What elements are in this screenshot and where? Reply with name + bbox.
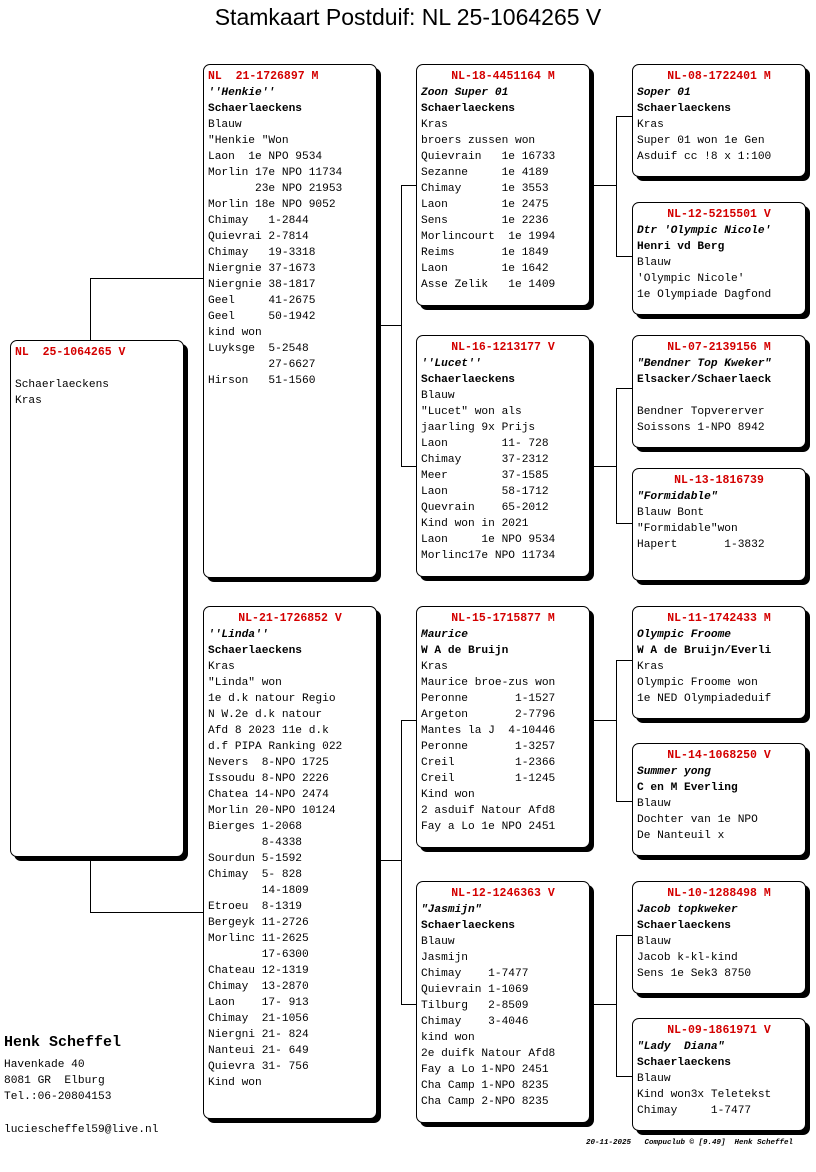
card-line: Creil 1-1245	[421, 773, 556, 785]
pigeon-card-mother-father	[416, 606, 590, 848]
ring-number: NL-08-1722401 M	[667, 70, 771, 83]
card-line: Soissons 1-NPO 8942	[637, 422, 765, 434]
card-line: 2 asduif Natour Afd8	[421, 805, 556, 817]
pigeon-name: Maurice	[421, 629, 468, 641]
card-line: Laon 1e NPO 9534	[421, 534, 556, 546]
card-line: 'Olympic Nicole'	[637, 273, 745, 285]
pigeon-card-father-mother	[416, 335, 590, 577]
card-line: Kras	[421, 119, 448, 131]
card-line: Blauw	[421, 390, 455, 402]
breeder-name: Elsacker/Schaerlaeck	[637, 374, 772, 386]
card-line: Blauw Bont	[637, 507, 705, 519]
pigeon-card-mother-mother	[416, 881, 590, 1123]
card-line: Bierges 1-2068	[208, 821, 302, 833]
breeder-name: Schaerlaeckens	[637, 1057, 731, 1069]
pigeon-card-ffm	[632, 202, 806, 315]
card-line: Kras	[421, 661, 448, 673]
connector-line	[377, 325, 402, 326]
pigeon-card-subject	[10, 340, 184, 857]
card-line	[15, 361, 179, 377]
card-line: Chimay 19-3318	[208, 247, 316, 259]
pigeon-name: "Bendner Top Kweker"	[637, 358, 772, 370]
connector-line	[590, 720, 617, 721]
pigeon-name: "Jasmijn"	[421, 904, 482, 916]
breeder-name: C en M Everling	[637, 782, 738, 794]
card-lines	[421, 659, 585, 835]
card-line: Hapert 1-3832	[637, 539, 765, 551]
card-line: Niergni 21- 824	[208, 1029, 309, 1041]
card-line: "Linda" won	[208, 677, 282, 689]
connector-line	[616, 801, 632, 802]
card-line: Quievrai 2-7814	[208, 231, 309, 243]
breeder-name: Schaerlaeckens	[421, 920, 515, 932]
card-line: Peronne 1-1527	[421, 693, 556, 705]
ring-number: NL-13-1816739	[674, 474, 764, 487]
card-line: Sens 1e Sek3 8750	[637, 968, 752, 980]
card-line: Olympic Froome won	[637, 677, 758, 689]
ring-number: NL-18-4451164 M	[451, 70, 555, 83]
card-line: Morlinc 11-2625	[208, 933, 309, 945]
card-line: Niergnie 38-1817	[208, 279, 316, 291]
breeder-name: W A de Bruijn	[421, 645, 509, 657]
connector-line	[616, 660, 617, 802]
card-line: Quevrain 65-2012	[421, 502, 549, 514]
owner-email: luciescheffel59@live.nl	[4, 1124, 159, 1136]
card-line: Asse Zelik 1e 1409	[421, 279, 556, 291]
connector-line	[590, 185, 617, 186]
card-line: Meer 37-1585	[421, 470, 549, 482]
card-line: 17-6300	[208, 949, 309, 961]
card-line: Morlin 18e NPO 9052	[208, 199, 336, 211]
card-line: 8-4338	[208, 837, 302, 849]
ring-number: NL-12-1246363 V	[451, 887, 555, 900]
connector-line	[616, 660, 632, 661]
card-line: kind won	[421, 1032, 475, 1044]
ring-number: NL-09-1861971 V	[667, 1024, 771, 1037]
card-lines	[637, 505, 801, 553]
card-line: Geel 41-2675	[208, 295, 316, 307]
connector-line	[616, 256, 632, 257]
ring-number: NL-15-1715877 M	[451, 612, 555, 625]
card-line: De Nanteuil x	[637, 830, 725, 842]
owner-city: 8081 GR Elburg	[4, 1075, 105, 1087]
card-line: Sens 1e 2236	[421, 215, 549, 227]
breeder-name: Schaerlaeckens	[208, 103, 302, 115]
card-line: Laon 11- 728	[421, 438, 549, 450]
card-line: Chatea 14-NPO 2474	[208, 789, 329, 801]
card-line: Schaerlaeckens	[15, 379, 109, 391]
card-line: Nanteui 21- 649	[208, 1045, 309, 1057]
card-lines	[208, 117, 372, 389]
card-line: Argeton 2-7796	[421, 709, 556, 721]
pigeon-name: Jacob topkweker	[637, 904, 738, 916]
card-lines	[421, 934, 585, 1110]
card-line: Cha Camp 2-NPO 8235	[421, 1096, 549, 1108]
pigeon-card-fff	[632, 64, 806, 177]
pigeon-name: ''Linda''	[208, 629, 269, 641]
card-line: N W.2e d.k natour	[208, 709, 323, 721]
breeder-name: Schaerlaeckens	[637, 103, 731, 115]
breeder-name: Schaerlaeckens	[208, 645, 302, 657]
pigeon-card-mother	[203, 606, 377, 1119]
card-line: Reims 1e 1849	[421, 247, 549, 259]
card-line: Sourdun 5-1592	[208, 853, 302, 865]
connector-line	[401, 185, 402, 467]
card-line: Blauw	[637, 936, 671, 948]
card-lines	[637, 934, 801, 982]
card-line: Fay a Lo 1-NPO 2451	[421, 1064, 549, 1076]
connector-line	[616, 523, 632, 524]
card-lines	[637, 659, 801, 707]
card-line: Super 01 won 1e Gen	[637, 135, 765, 147]
card-line: Kind won in 2021	[421, 518, 529, 530]
breeder-name: Schaerlaeckens	[637, 920, 731, 932]
owner-name: Henk Scheffel	[4, 1034, 122, 1051]
ring-number: NL-16-1213177 V	[451, 341, 555, 354]
card-line: jaarling 9x Prijs	[421, 422, 536, 434]
card-line: Laon 1e 2475	[421, 199, 549, 211]
card-line: 1e Olympiade Dagfond	[637, 289, 772, 301]
owner-phone: Tel.:06-20804153	[4, 1091, 112, 1103]
pigeon-name: Summer yong	[637, 766, 711, 778]
pigeon-name: ''Henkie''	[208, 87, 276, 99]
page-title: Stamkaart Postduif: NL 25-1064265 V	[214, 4, 602, 30]
card-line: Blauw	[637, 1073, 671, 1085]
card-line: Kind won	[421, 789, 475, 801]
card-line: Chimay 3-4046	[421, 1016, 529, 1028]
card-line: Luyksge 5-2548	[208, 343, 309, 355]
ring-number: NL-10-1288498 M	[667, 887, 771, 900]
card-line: "Lucet" won als	[421, 406, 522, 418]
card-line: Fay a Lo 1e NPO 2451	[421, 821, 556, 833]
pigeon-name: Zoon Super 01	[421, 87, 509, 99]
pigeon-card-father-father	[416, 64, 590, 306]
pigeon-name: Soper 01	[637, 87, 691, 99]
card-line: Chimay 1-2844	[208, 215, 309, 227]
card-line: 14-1809	[208, 885, 309, 897]
connector-line	[401, 720, 417, 721]
card-line: Niergnie 37-1673	[208, 263, 316, 275]
connector-line	[616, 1076, 632, 1077]
card-line: Blauw	[208, 119, 242, 131]
card-line: Chimay 1-7477	[421, 968, 529, 980]
owner-block	[4, 1034, 121, 1105]
ring-number: NL-12-5215501 V	[667, 208, 771, 221]
card-line: Sezanne 1e 4189	[421, 167, 549, 179]
card-line: Laon 17- 913	[208, 997, 309, 1009]
card-line: Afd 8 2023 11e d.k	[208, 725, 329, 737]
ring-number: NL-14-1068250 V	[667, 749, 771, 762]
card-line: "Henkie "Won	[208, 135, 289, 147]
card-line: Kind won3x Teletekst	[637, 1089, 772, 1101]
card-line: Blauw	[637, 257, 671, 269]
connector-line	[90, 912, 204, 913]
card-line: d.f PIPA Ranking 022	[208, 741, 343, 753]
connector-line	[90, 278, 204, 279]
breeder-name: Schaerlaeckens	[421, 374, 515, 386]
pigeon-card-mmm	[632, 1018, 806, 1131]
connector-line	[401, 466, 417, 467]
card-line: Bergeyk 11-2726	[208, 917, 309, 929]
card-lines	[208, 659, 372, 1091]
connector-line	[616, 388, 632, 389]
ring-number: NL-21-1726852 V	[238, 612, 342, 625]
breeder-name: Schaerlaeckens	[421, 103, 515, 115]
card-line: Morlinc17e NPO 11734	[421, 550, 556, 562]
connector-line	[90, 857, 91, 913]
card-line: Creil 1-2366	[421, 757, 556, 769]
card-line: Chimay 21-1056	[208, 1013, 309, 1025]
card-line: Peronne 1-3257	[421, 741, 556, 753]
connector-line	[377, 860, 402, 861]
pigeon-name: Olympic Froome	[637, 629, 731, 641]
card-line: "Formidable"won	[637, 523, 738, 535]
card-line: Hirson 51-1560	[208, 375, 316, 387]
connector-line	[616, 388, 617, 524]
connector-line	[401, 720, 402, 1005]
card-line: Morlincourt 1e 1994	[421, 231, 556, 243]
card-line: Morlin 20-NPO 10124	[208, 805, 336, 817]
card-line: 23e NPO 21953	[208, 183, 343, 195]
card-line: Bendner Topvererver	[637, 406, 765, 418]
card-lines	[421, 388, 585, 564]
card-line: Chimay 1e 3553	[421, 183, 549, 195]
connector-line	[616, 116, 617, 257]
card-line: Chimay 37-2312	[421, 454, 549, 466]
connector-line	[590, 1004, 617, 1005]
card-line: Blauw	[637, 798, 671, 810]
pigeon-card-father	[203, 64, 377, 578]
card-line: Jacob k-kl-kind	[637, 952, 738, 964]
pigeon-card-mfm	[632, 743, 806, 856]
card-line: Laon 58-1712	[421, 486, 549, 498]
pigeon-name: "Lady Diana"	[637, 1041, 725, 1053]
pigeon-card-fmf	[632, 335, 806, 448]
pigeon-card-mmf	[632, 881, 806, 994]
card-line: Tilburg 2-8509	[421, 1000, 529, 1012]
card-line: 1e NED Olympiadeduif	[637, 693, 772, 705]
card-line: kind won	[208, 327, 262, 339]
card-line: Quievrain 1-1069	[421, 984, 529, 996]
card-line: Asduif cc !8 x 1:100	[637, 151, 772, 163]
card-line: Kras	[208, 661, 235, 673]
card-line: 27-6627	[208, 359, 316, 371]
card-line: Chimay 5- 828	[208, 869, 302, 881]
connector-line	[90, 278, 91, 340]
pigeon-name: ''Lucet''	[421, 358, 482, 370]
card-line: Issoudu 8-NPO 2226	[208, 773, 329, 785]
ring-number: NL-07-2139156 M	[667, 341, 771, 354]
pigeon-name: "Formidable"	[637, 491, 718, 503]
card-line: 2e duifk Natour Afd8	[421, 1048, 556, 1060]
card-line: Kras	[15, 395, 42, 407]
card-line: Morlin 17e NPO 11734	[208, 167, 343, 179]
owner-address: Havenkade 40	[4, 1059, 85, 1071]
card-line: Nevers 8-NPO 1725	[208, 757, 329, 769]
pigeon-name: Dtr 'Olympic Nicole'	[637, 225, 772, 237]
card-line: 1e d.k natour Regio	[208, 693, 336, 705]
card-line: Laon 1e 1642	[421, 263, 549, 275]
card-line: Quievrain 1e 16733	[421, 151, 556, 163]
card-lines	[637, 796, 801, 844]
breeder-name: Henri vd Berg	[637, 241, 725, 253]
card-lines	[637, 1071, 801, 1119]
card-line: Maurice broe-zus won	[421, 677, 556, 689]
card-lines	[637, 117, 801, 165]
card-line: Kras	[637, 119, 664, 131]
card-line	[637, 388, 801, 404]
card-line: Laon 1e NPO 9534	[208, 151, 323, 163]
card-lines	[637, 255, 801, 303]
card-line: Etroeu 8-1319	[208, 901, 302, 913]
ring-number: NL-11-1742433 M	[667, 612, 771, 625]
connector-line	[401, 185, 417, 186]
card-line: Mantes la J 4-10446	[421, 725, 556, 737]
pigeon-card-mff	[632, 606, 806, 719]
connector-line	[401, 1004, 417, 1005]
connector-line	[616, 116, 632, 117]
card-line: Kind won	[208, 1077, 262, 1089]
card-line: Geel 50-1942	[208, 311, 316, 323]
card-line: Chateau 12-1319	[208, 965, 309, 977]
card-line: Kras	[637, 661, 664, 673]
card-lines	[421, 117, 585, 293]
card-line: Quievra 31- 756	[208, 1061, 309, 1073]
ring-number: NL 25-1064265 V	[15, 346, 126, 359]
card-line: Chimay 13-2870	[208, 981, 309, 993]
connector-line	[590, 466, 617, 467]
connector-line	[616, 935, 617, 1077]
ring-number: NL 21-1726897 M	[208, 70, 319, 83]
card-line: Chimay 1-7477	[637, 1105, 752, 1117]
footer-credit: 20-11-2025 Compuclub © [9.49] Henk Scheffel	[586, 1139, 794, 1147]
pigeon-card-fmm	[632, 468, 806, 581]
card-lines	[637, 388, 801, 436]
card-line: Dochter van 1e NPO	[637, 814, 758, 826]
breeder-name: W A de Bruijn/Everli	[637, 645, 772, 657]
card-line: Jasmijn	[421, 952, 468, 964]
connector-line	[616, 935, 632, 936]
card-line: Cha Camp 1-NPO 8235	[421, 1080, 549, 1092]
card-line: broers zussen won	[421, 135, 536, 147]
card-line: Blauw	[421, 936, 455, 948]
